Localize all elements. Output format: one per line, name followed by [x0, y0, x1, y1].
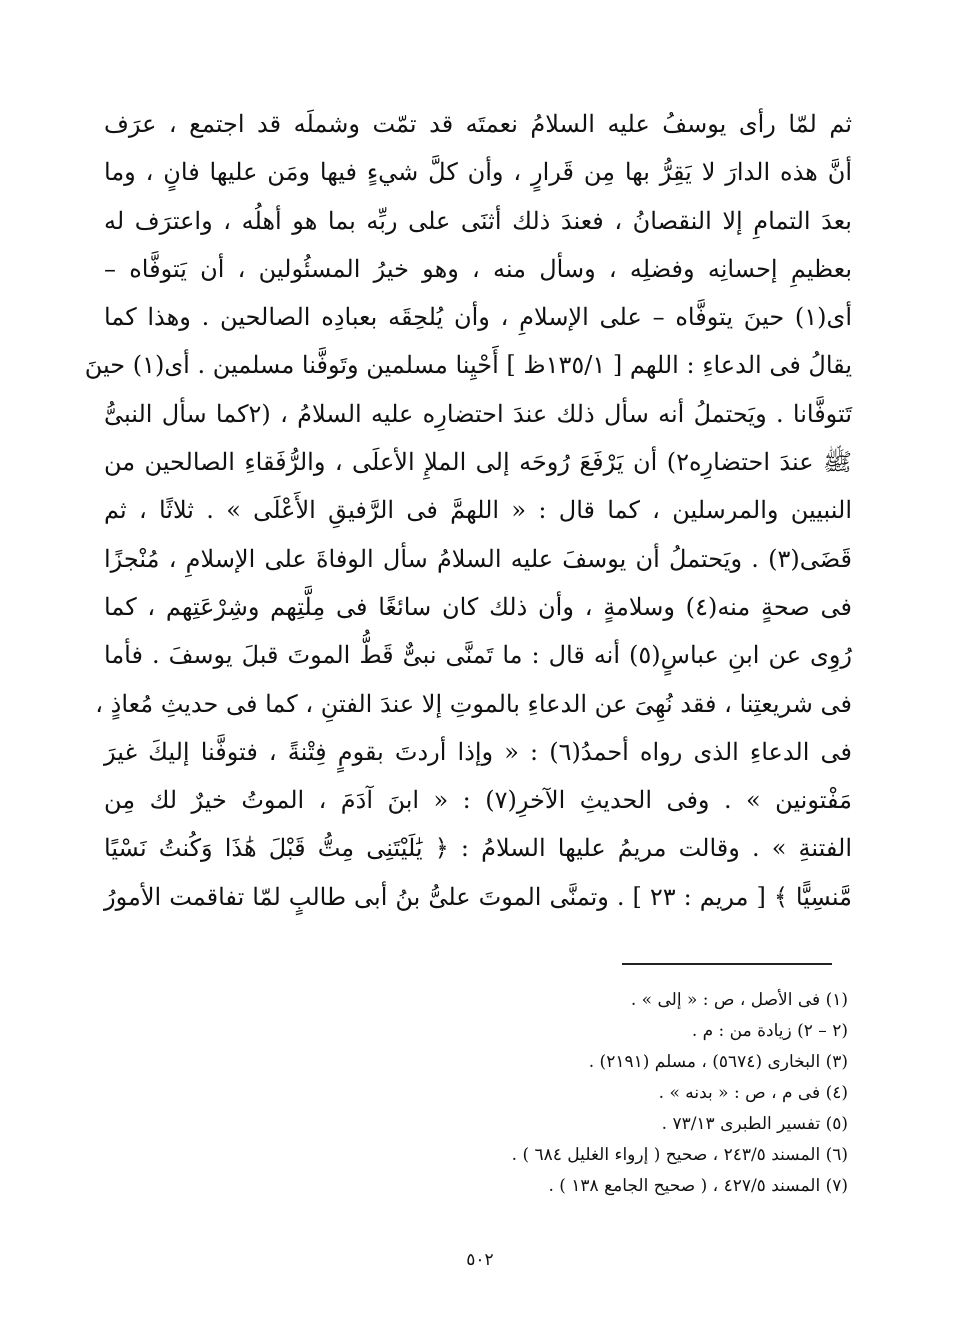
body-line: أى(١) حينَ يتوفَّاه – على الإسلامِ ، وأن يُلحِقَه بعبادِه الصالحين . وهذا كما: [104, 303, 852, 332]
body-line: ﷺ عندَ احتضارِه٢) أن يَرْفَعَ رُوحَه إلى الملإِ الأعلَى ، والرُّفَقاءِ الصالحين من: [104, 448, 852, 477]
footnote: (٥) تفسير الطبرى ٧٣/١٣ .: [661, 1114, 848, 1134]
body-line: يقالُ فى الدعاءِ : اللهم [ ١٣٥/١ظ ] أَحْيِنا مسلمين وتَوفَّنا مسلمين . أى(١) حينَ: [84, 351, 852, 380]
footnote: (٣) البخارى (٥٦٧٤) ، مسلم (٢١٩١) .: [588, 1052, 848, 1072]
body-line: النبيين والمرسلين ، كما قال : « اللهمَّ فى الرَّفيقِ الأَعْلَى » . ثلاثًا ، ثم: [104, 496, 852, 525]
body-line: رُوِى عن ابنِ عباسٍ(٥) أنه قال : ما تَمنَّى نبىٌّ قَطُّ الموتَ قبلَ يوسفَ . فأما: [104, 641, 853, 670]
body-line: فى الدعاءِ الذى رواه أحمدُ(٦) : « وإذا أردتَ بقومٍ فِتْنةً ، فتوفَّنا إليكَ غيرَ: [104, 737, 852, 766]
footnote: (٦) المسند ٢٤٣/٥ ، صحيح ( إرواء الغليل ٦٨٤ ) .: [511, 1145, 848, 1165]
page-number: ٥٠٢: [466, 1250, 494, 1270]
footnote: (٤) فى م ، ص : « بدنه » .: [658, 1083, 848, 1103]
footnotes: [300, 985, 848, 1202]
body-line: أنَّ هذه الدارَ لا يَقِرُّ بها مِن قَرارٍ ، وأن كلَّ شيءٍ فيها ومَن عليها فانٍ ، وما: [104, 158, 853, 187]
footnote: (١) فى الأصل ، ص : « إلى » .: [630, 990, 848, 1010]
body-line: الفتنةِ » . وقالت مريمُ عليها السلامُ : ﴿ يَٰلَيْتَنِى مِتُّ قَبْلَ هَٰذَا وَكُنتُ نَسْيًا: [104, 834, 852, 863]
footnote-separator: [622, 963, 832, 965]
footnote: (٧) المسند ٤٢٧/٥ ، ( صحيح الجامع ١٣٨ ) .: [548, 1176, 848, 1196]
body-line: فى شريعتِنا ، فقد نُهِىَ عن الدعاءِ بالموتِ إلا عندَ الفتنِ ، كما فى حديثِ مُعاذٍ ،: [95, 689, 852, 718]
body-line: تَتوفَّانا . ويَحتملُ أنه سأل ذلك عندَ احتضارِه عليه السلامُ ، (٢كما سأل النبىُّ: [104, 399, 852, 428]
footnote: (٢ – ٢) زيادة من : م .: [691, 1021, 848, 1041]
body-line: مَفْتونين » . وفى الحديثِ الآخرِ(٧) : « ابنَ آدَمَ ، الموتُ خيرٌ لك مِن: [104, 786, 853, 815]
body-line: بعدَ التمامِ إلا النقصانُ ، فعندَ ذلك أثنَى على ربِّه بما هو أهلُه ، واعترَف له: [104, 206, 852, 235]
body-line: فى صحةٍ منه(٤) وسلامةٍ ، وأن ذلك كان سائغًا فى مِلَّتِهم وشِرْعَتِهم ، كما: [104, 592, 853, 621]
body-text: [84, 100, 853, 921]
body-line: مَّنسِيًّا ﴾ [ مريم : ٢٣ ] . وتمنَّى الموتَ علىُّ بنُ أبى طالبٍ لمّا تفاقمت الأمورُ: [104, 882, 852, 911]
body-line: ثم لمّا رأى يوسفُ عليه السلامُ نعمتَه قد تمّت وشملَه قد اجتمع ، عرَف: [104, 110, 852, 138]
body-line: قَضَى(٣) . ويَحتملُ أن يوسفَ عليه السلامُ سأل الوفاةَ على الإسلامِ ، مُنْجزًا: [104, 544, 852, 573]
body-line: بعظيمِ إحسانِه وفضلِه ، وسأل منه ، وهو خيرُ المسئُولين ، أن يَتوفَّاه –: [104, 254, 852, 283]
